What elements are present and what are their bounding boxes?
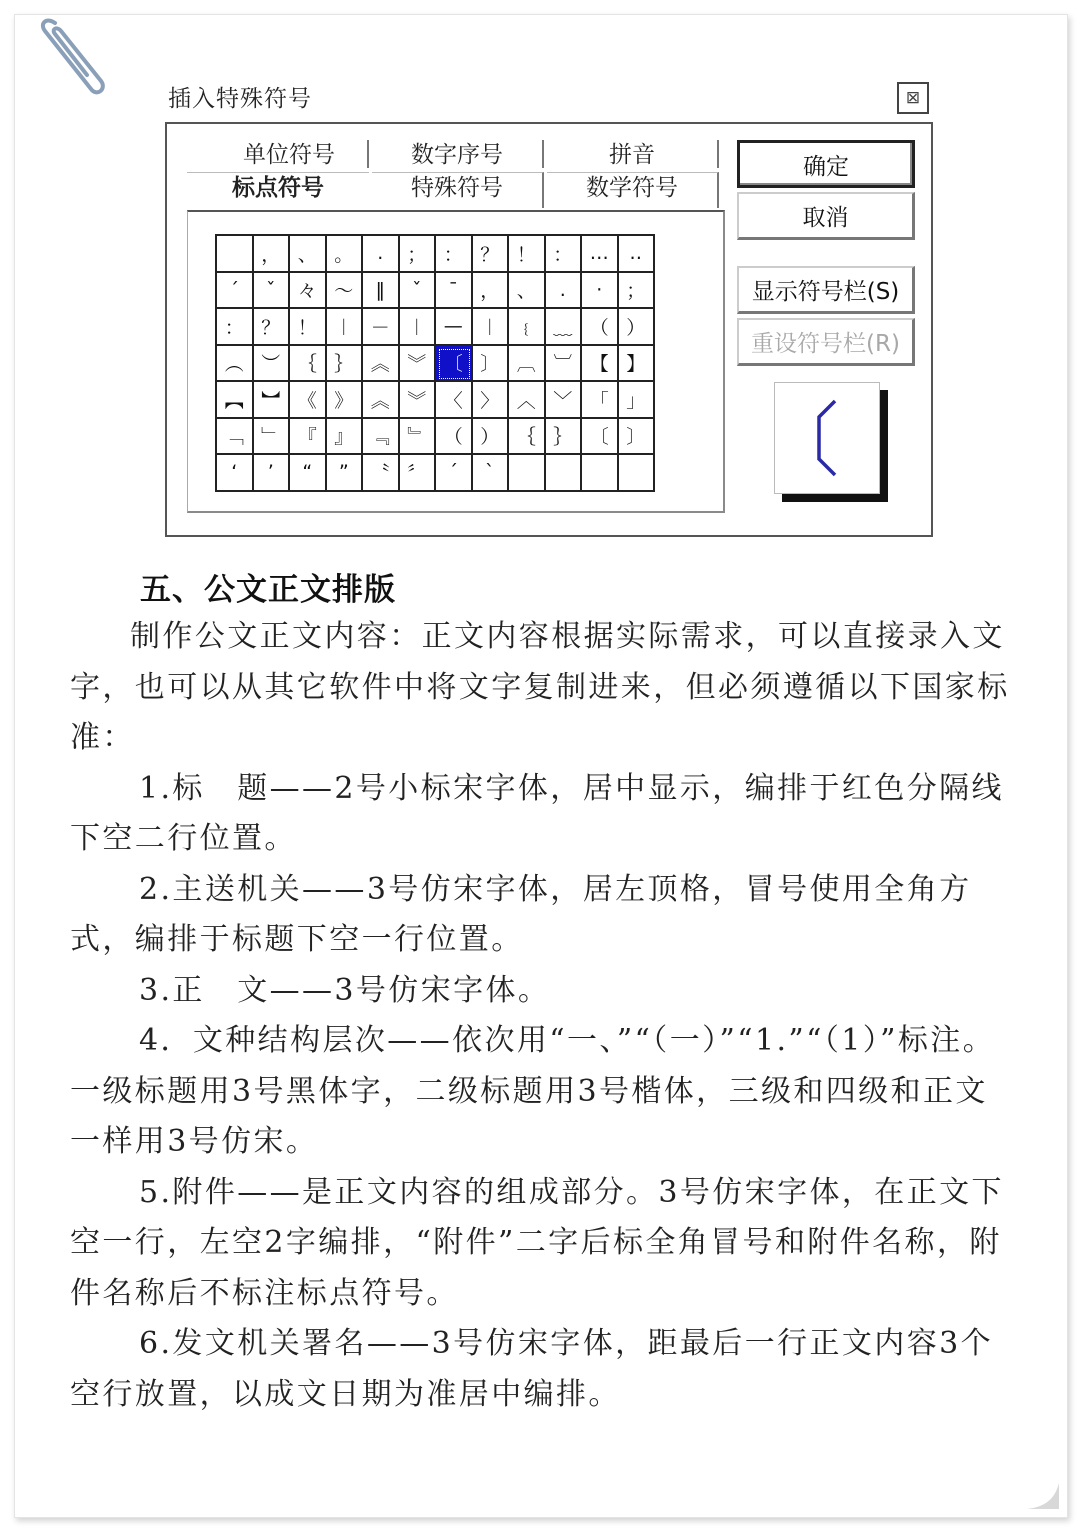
- tab-unit-symbols[interactable]: 单位符号: [211, 140, 369, 168]
- symbol-cell[interactable]: 」: [619, 382, 656, 419]
- symbol-cell[interactable]: .: [546, 273, 583, 310]
- symbol-cell[interactable]: ︱: [473, 309, 510, 346]
- symbol-cell[interactable]: ，: [254, 236, 291, 273]
- symbol-cell[interactable]: ｝: [327, 346, 364, 383]
- symbol-cell[interactable]: 〕: [619, 419, 656, 456]
- paragraph-item-4: 4．文种结构层次——依次用“一、”“（一）”“1.”“（1）”标注。一级标题用3号黑体字，二级标题用3号楷体，三级和四级和正文一样用3号仿宋。: [70, 1023, 996, 1159]
- symbol-cell[interactable]: 》: [327, 382, 364, 419]
- symbol-cell[interactable]: ！: [290, 309, 327, 346]
- symbol-cell[interactable]: （: [436, 419, 473, 456]
- symbol-cell[interactable]: 、: [290, 236, 327, 273]
- paragraph-item-5: 5.附件——是正文内容的组成部分。3号仿宋字体，在正文下空一行，左空2字编排，“附件”二字后标全角冒号和附件名称，附件名称后不标注标点符号。: [70, 1174, 1004, 1311]
- dialog-title: 插入特殊符号: [168, 86, 312, 112]
- symbol-cell[interactable]: ︺: [546, 346, 583, 383]
- symbol-cell[interactable]: ’: [254, 455, 291, 492]
- paragraph-item-6: 6.发文机关署名——3号仿宋字体，距最后一行正文内容3个空行放置，以成文日期为准居中编排。: [70, 1326, 993, 1412]
- symbol-cell[interactable]: …: [582, 236, 619, 273]
- symbol-cell[interactable]: ﹃: [363, 419, 400, 456]
- symbol-cell[interactable]: （: [582, 309, 619, 346]
- symbol-preview: [774, 382, 880, 494]
- symbol-cell[interactable]: ︶: [254, 346, 291, 383]
- symbol-cell[interactable]: ，: [473, 273, 510, 310]
- paragraph-intro: 制作公文正文内容：正文内容根据实际需求，可以直接录入文字，也可以从其它软件中将文字复制进来，但必须遵循以下国家标准：: [70, 619, 1010, 755]
- tab-math-symbols[interactable]: 数学符号: [547, 172, 719, 208]
- symbol-cell[interactable]: ˇ: [254, 273, 291, 310]
- symbol-cell[interactable]: ‖: [363, 273, 400, 310]
- tab-number-sequence[interactable]: 数字序号: [372, 140, 544, 168]
- symbol-cell[interactable]: 〞: [400, 455, 437, 492]
- symbol-cell[interactable]: ）: [619, 309, 656, 346]
- cancel-button[interactable]: 取消: [737, 192, 915, 240]
- symbol-cell[interactable]: 々: [290, 273, 327, 310]
- symbol-cell[interactable]: ︾: [400, 382, 437, 419]
- symbol-cell[interactable]: 』: [327, 419, 364, 456]
- symbol-cell[interactable]: ？: [473, 236, 510, 273]
- symbol-cell[interactable]: ︵: [217, 346, 254, 383]
- symbol-cell[interactable]: ·: [582, 273, 619, 310]
- left-bracket-preview-icon: [807, 397, 847, 479]
- symbol-cell[interactable]: ︾: [400, 346, 437, 383]
- symbol-cell[interactable]: ：: [546, 236, 583, 273]
- symbol-cell[interactable]: ︼: [254, 382, 291, 419]
- symbol-cell[interactable]: －: [363, 309, 400, 346]
- symbol-cell[interactable]: ”: [327, 455, 364, 492]
- symbol-cell[interactable]: ︹: [509, 346, 546, 383]
- symbol-cell[interactable]: ˊ: [436, 455, 473, 492]
- insert-symbol-dialog: [165, 122, 933, 537]
- close-icon[interactable]: ⊠: [897, 82, 929, 114]
- tab-punctuation[interactable]: 标点符号: [187, 172, 369, 208]
- symbol-cell[interactable]: [509, 455, 546, 492]
- symbol-cell[interactable]: ﹂: [254, 419, 291, 456]
- paragraph-item-2: 2.主送机关——3号仿宋字体，居左顶格，冒号使用全角方式，编排于标题下空一行位置。: [70, 871, 972, 957]
- page-curl-icon: [1025, 1481, 1061, 1511]
- symbol-cell[interactable]: ︱: [327, 309, 364, 346]
- symbol-cell[interactable]: ‥: [619, 236, 656, 273]
- symbol-cell[interactable]: 】: [619, 346, 656, 383]
- symbol-cell[interactable]: [217, 236, 254, 273]
- paragraph-item-3: 3.正 文——3号仿宋字体。: [139, 972, 551, 1008]
- symbol-grid: [215, 234, 655, 492]
- symbol-cell[interactable]: ﹁: [217, 419, 254, 456]
- tab-pinyin[interactable]: 拼音: [547, 140, 719, 168]
- reset-symbol-bar-button: 重设符号栏(R): [737, 318, 915, 366]
- symbol-cell[interactable]: 。: [327, 236, 364, 273]
- symbol-cell[interactable]: 『: [290, 419, 327, 456]
- symbol-cell[interactable]: ´: [217, 273, 254, 310]
- symbol-cell[interactable]: 〉: [473, 382, 510, 419]
- symbol-cell[interactable]: [619, 455, 656, 492]
- symbol-cell[interactable]: ﹛: [509, 309, 546, 346]
- symbol-cell[interactable]: ˋ: [473, 455, 510, 492]
- symbol-cell[interactable]: [546, 455, 583, 492]
- paragraph-item-1: 1.标 题——2号小标宋字体，居中显示，编排于红色分隔线下空二行位置。: [70, 770, 1004, 856]
- symbol-cell[interactable]: ：: [436, 236, 473, 273]
- symbol-cell[interactable]: ；: [619, 273, 656, 310]
- symbol-cell[interactable]: ﹄: [400, 419, 437, 456]
- symbol-cell[interactable]: ˇ: [400, 273, 437, 310]
- symbol-cell[interactable]: ；: [400, 236, 437, 273]
- symbol-cell[interactable]: ︿: [509, 382, 546, 419]
- symbol-cell[interactable]: ﹀: [546, 382, 583, 419]
- symbol-cell[interactable]: 〔: [582, 419, 619, 456]
- symbol-cell[interactable]: 「: [582, 382, 619, 419]
- show-symbol-bar-button[interactable]: 显示符号栏(S): [737, 266, 915, 314]
- ok-button[interactable]: 确定: [737, 140, 915, 188]
- symbol-cell[interactable]: ¯: [436, 273, 473, 310]
- paperclip-icon: [37, 15, 107, 97]
- symbol-cell[interactable]: 〝: [363, 455, 400, 492]
- symbol-cell[interactable]: 【: [582, 346, 619, 383]
- tab-special-symbols[interactable]: 特殊符号: [372, 172, 544, 208]
- symbol-cell[interactable]: 《: [290, 382, 327, 419]
- symbol-cell[interactable]: “: [290, 455, 327, 492]
- symbol-cell[interactable]: [582, 455, 619, 492]
- symbol-cell[interactable]: 〕: [473, 346, 510, 383]
- symbol-cell[interactable]: ！: [509, 236, 546, 273]
- symbol-cell[interactable]: ：: [217, 309, 254, 346]
- symbol-cell[interactable]: 、: [509, 273, 546, 310]
- symbol-cell[interactable]: —: [436, 309, 473, 346]
- section-heading: 五、公文正文排版: [140, 572, 396, 608]
- symbol-cell[interactable]: .: [363, 236, 400, 273]
- symbol-cell[interactable]: 〈: [436, 382, 473, 419]
- symbol-cell[interactable]: ︻: [217, 382, 254, 419]
- symbol-cell[interactable]: ‘: [217, 455, 254, 492]
- symbol-cell[interactable]: ︱: [400, 309, 437, 346]
- symbol-cell[interactable]: ｛: [290, 346, 327, 383]
- symbol-cell[interactable]: ？: [254, 309, 291, 346]
- symbol-cell[interactable]: 〔: [436, 346, 473, 383]
- document-body: [70, 612, 1020, 1420]
- symbol-cell[interactable]: ｛: [509, 419, 546, 456]
- symbol-cell[interactable]: ﹏: [546, 309, 583, 346]
- symbol-cell[interactable]: ︽: [363, 382, 400, 419]
- symbol-cell[interactable]: ）: [473, 419, 510, 456]
- symbol-cell[interactable]: ︽: [363, 346, 400, 383]
- symbol-cell[interactable]: ｝: [546, 419, 583, 456]
- symbol-cell[interactable]: ～: [327, 273, 364, 310]
